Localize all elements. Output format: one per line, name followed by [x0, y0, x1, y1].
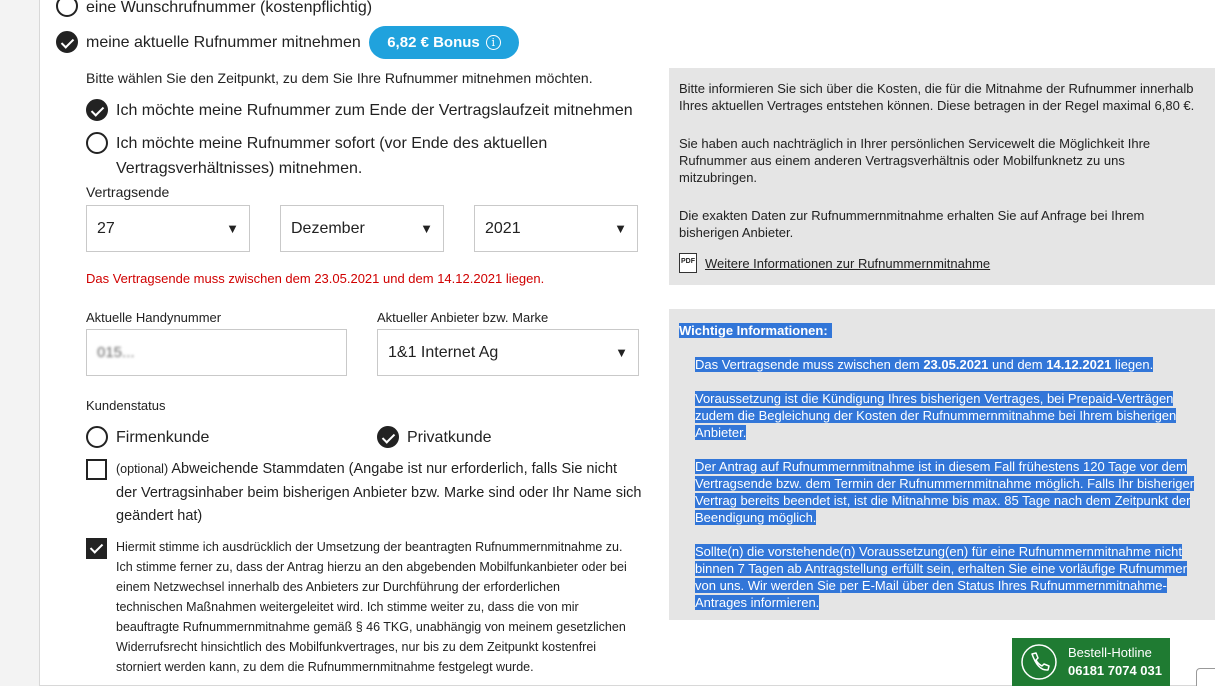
info-servicewelt-text: Sie haben auch nachträglich in Ihrer persönlichen Servicewelt die Möglichkeit Ihre Rufnummer aus einem anderen Vertragsverhältnis oder Mobilfunknetz zu uns mitzubringen. [679, 136, 1151, 185]
stammdaten-line-1: Abweichende Stammdaten (Angabe ist nur erforderlich, falls Sie nicht [171, 461, 618, 477]
year-value: 2021 [485, 219, 521, 237]
label-mitnehmen: meine aktuelle Rufnummer mitnehmen [86, 34, 361, 51]
important-item-2: Voraussetzung ist die Kündigung Ihres bisherigen Vertrages, bei Prepaid-Verträgen zudem die Begleichung der Kosten der Rufnummernmitnahme bei Ihrem bisherigen Anbieter. [695, 391, 1177, 440]
chevron-down-icon: ▼ [615, 345, 628, 360]
handynummer-input[interactable] [86, 329, 347, 376]
radio-zeitpunkt-sofort[interactable] [86, 132, 108, 154]
feedback-icon[interactable] [1196, 668, 1215, 686]
label-firmenkunde: Firmenkunde [116, 429, 210, 446]
month-value: Dezember [291, 219, 365, 237]
consent-line: einem Netzwechsel innerhalb des Anbieters zur Durchführung der erforderlichen [116, 580, 560, 594]
hotline-number: 06181 7074 031 [1068, 663, 1162, 678]
label-zeitpunkt-sofort-2: Vertragsverhältnisses) mitnehmen. [116, 160, 363, 177]
radio-privatkunde[interactable] [377, 426, 399, 448]
consent-text [116, 537, 656, 677]
consent-line: Hiermit stimme ich ausdrücklich der Umsetzung der beantragten Rufnummernmitnahme zu. [116, 540, 623, 554]
chevron-down-icon: ▼ [226, 221, 239, 236]
info-daten-text: Die exakten Daten zur Rufnummernmitnahme erhalten Sie auf Anfrage bei Ihrem bisherigen Anbieter. [679, 208, 1145, 240]
radio-mitnehmen[interactable] [56, 31, 78, 53]
consent-line: storniert werden kann, zu dem die Rufnummernmitnahme festgelegt wurde. [116, 660, 534, 674]
important-title: Wichtige Informationen: [679, 323, 832, 338]
label-wunschnummer: eine Wunschrufnummer (kostenpflichtig) [86, 0, 373, 16]
info-costs-text: Bitte informieren Sie sich über die Kosten, die für die Mitnahme der Rufnummer innerhalb Ihres aktuellen Vertrages entstehen können. Diese betragen in der Regel maximal 6,80 €. [679, 81, 1195, 113]
info-link-row[interactable] [679, 253, 1201, 273]
hotline-button[interactable] [1012, 638, 1170, 686]
pdf-icon: PDF [679, 253, 697, 273]
important-item-4: Sollte(n) die vorstehende(n) Voraussetzung(en) für eine Rufnummernmitnahme nicht binnen 7 Tagen ab Antragstellung erfüllt sein, erhalten Sie eine vorläufige Rufnummer von uns. Wir werden Sie per E-Mail über den Status Ihres Rufnummernmitnahme-Antrages informieren. [695, 544, 1187, 610]
month-select[interactable] [280, 205, 444, 252]
hotline-label: Bestell-Hotline [1068, 645, 1152, 660]
radio-zeitpunkt-ende[interactable] [86, 99, 108, 121]
info-icon[interactable]: i [486, 35, 501, 50]
handynummer-value: 015... [97, 344, 135, 361]
info-box-important [669, 309, 1215, 620]
chevron-down-icon: ▼ [420, 221, 433, 236]
year-select[interactable] [474, 205, 638, 252]
vertragsende-error: Das Vertragsende muss zwischen dem 23.05.2021 und dem 14.12.2021 liegen. [86, 271, 545, 286]
label-privatkunde: Privatkunde [407, 429, 492, 446]
checkbox-stammdaten[interactable] [86, 459, 107, 480]
stammdaten-text [116, 458, 656, 529]
chevron-down-icon: ▼ [614, 221, 627, 236]
info-box-costs [669, 68, 1215, 285]
anbieter-value: 1&1 Internet Ag [388, 343, 499, 361]
consent-line: Widerrufsrecht hinsichtlich des Mobilfunkvertrages, nur bis zu dem Zeitpunkt kostenfrei [116, 640, 597, 654]
consent-line: beauftragte Rufnummernmitnahme gemäß § 46 TKG, unabhängig von meinem gesetzlichen [116, 620, 626, 634]
important-item-3: Der Antrag auf Rufnummernmitnahme ist in diesem Fall frühestens 120 Tage vor dem Vertragsende bzw. dem Termin der Rufnummernmitnahme möglich. Falls Ihr bisheriger Vertrag bereits beendet ist, ist die Mitnahme bis max. 85 Tage nach dem Zeitpunkt der Beendigung möglich. [695, 459, 1195, 525]
vertragsende-label: Vertragsende [86, 184, 170, 200]
consent-line: technischen Maßnahmen weitergeleitet wird. Ich stimme weiter zu, dass die von mir [116, 600, 579, 614]
important-list [679, 356, 1207, 611]
radio-firmenkunde[interactable] [86, 426, 108, 448]
stammdaten-line-2: der Vertragsinhaber beim bisherigen Anbieter bzw. Marke sind oder Ihr Name sich [116, 484, 642, 501]
anbieter-label: Aktueller Anbieter bzw. Marke [377, 310, 549, 325]
bonus-badge[interactable] [369, 26, 519, 59]
optional-tag: (optional) [116, 462, 169, 476]
phone-icon [1020, 643, 1058, 681]
important-item-1: Das Vertragsende muss zwischen dem 23.05.2021 und dem 14.12.2021 liegen. [695, 357, 1154, 372]
label-zeitpunkt-sofort-1: Ich möchte meine Rufnummer sofort (vor Ende des aktuellen [116, 135, 548, 152]
day-select[interactable] [86, 205, 250, 252]
zeitpunkt-prompt: Bitte wählen Sie den Zeitpunkt, zu dem Sie Ihre Rufnummer mitnehmen möchten. [86, 70, 593, 86]
day-value: 27 [97, 219, 115, 237]
stammdaten-line-3: geändert hat) [116, 508, 203, 524]
handy-label: Aktuelle Handynummer [86, 310, 222, 325]
label-zeitpunkt-ende: Ich möchte meine Rufnummer zum Ende der Vertragslaufzeit mitnehmen [116, 102, 633, 119]
anbieter-select[interactable] [377, 329, 639, 376]
bonus-text: 6,82 € Bonus [387, 34, 480, 51]
weitere-informationen-link[interactable]: Weitere Informationen zur Rufnummernmitnahme [705, 255, 991, 271]
checkbox-consent[interactable] [86, 538, 107, 559]
kundenstatus-label: Kundenstatus [86, 398, 166, 413]
consent-line: Ich stimme ferner zu, dass der Antrag hierzu an den abgebenden Mobilfunkanbieter oder bei [116, 560, 627, 574]
